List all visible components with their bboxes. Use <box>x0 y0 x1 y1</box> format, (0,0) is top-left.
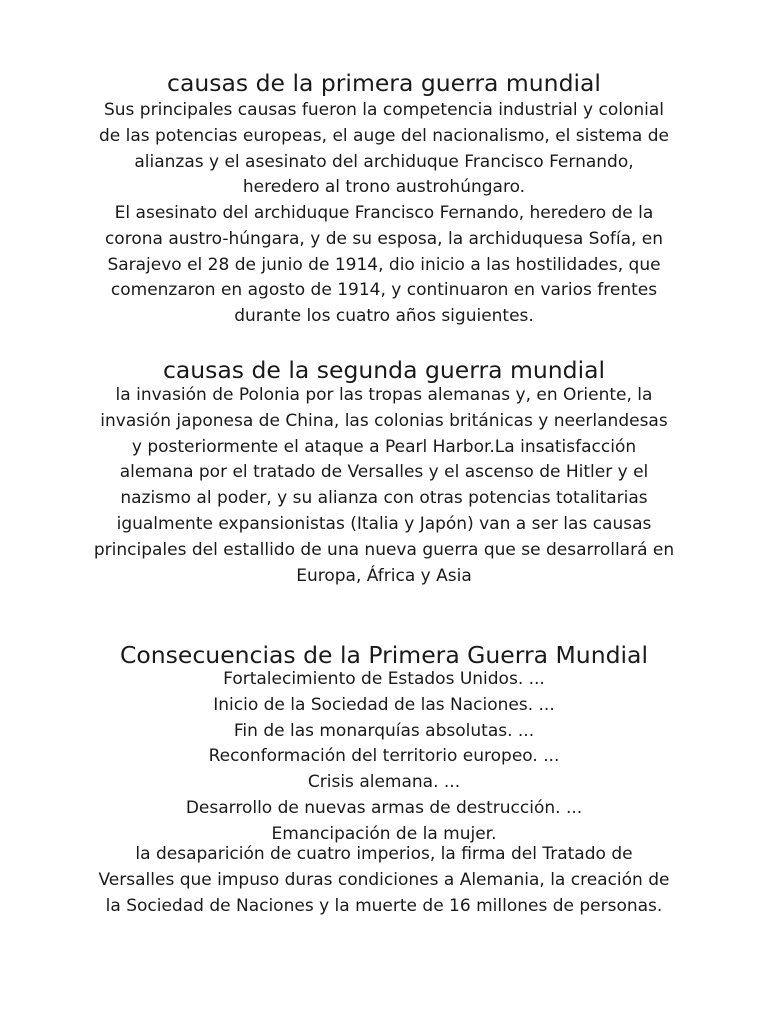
text-line: Sus principales causas fueron la competencia industrial y colonial <box>103 100 665 120</box>
consequences-list <box>60 667 708 848</box>
text-line: Sarajevo el 28 de junio de 1914, dio inicio a las hostilidades, que <box>107 254 661 275</box>
text-line: la Sociedad de Naciones y la muerte de 16 millones de personas. <box>105 895 663 916</box>
text-line: durante los cuatro años siguientes. <box>234 306 534 327</box>
list-item: Inicio de la Sociedad de las Naciones. ... <box>213 694 555 715</box>
list-item: Reconformación del territorio europeo. ... <box>208 746 560 767</box>
text-line: invasión japonesa de China, las colonias británicas y neerlandesas <box>100 410 668 431</box>
text-line: nazismo al poder, y su alianza con otras potencias totalitarias <box>120 488 648 509</box>
list-item: Fortalecimiento de Estados Unidos. ... <box>223 669 545 689</box>
list-item: Desarrollo de nuevas armas de destrucción. ... <box>185 797 583 818</box>
text-line: heredero al trono austrohúngaro. <box>242 177 526 198</box>
text-line: de las potencias europeas, el auge del nacionalismo, el sistema de <box>99 125 669 146</box>
text-line: y posteriormente el ataque a Pearl Harbor.La insatisfacción <box>131 436 637 457</box>
text-line: alianzas y el asesinato del archiduque Francisco Fernando, <box>134 151 634 172</box>
text-line: comenzaron en agosto de 1914, y continuaron en varios frentes <box>110 280 658 301</box>
section1-paragraph-1 <box>60 98 708 201</box>
section1-title: causas de la primera guerra mundial <box>167 69 601 97</box>
section2-title: causas de la segunda guerra mundial <box>162 356 606 384</box>
text-line: El asesinato del archiduque Francisco Fernando, heredero de la <box>114 203 654 223</box>
text-line: alemana por el tratado de Versalles y el ascenso de Hitler y el <box>119 462 649 483</box>
section3-title: Consecuencias de la Primera Guerra Mundial <box>120 641 648 669</box>
list-item: Fin de las monarquías absolutas. ... <box>233 720 535 741</box>
text-line: la desaparición de cuatro imperios, la firma del Tratado de <box>135 844 633 864</box>
section1-paragraph-2 <box>60 201 708 330</box>
text-line: la invasión de Polonia por las tropas alemanas y, en Oriente, la <box>115 385 653 405</box>
text-line: igualmente expansionistas (Italia y Japón) van a ser las causas <box>116 513 652 534</box>
section2-paragraph <box>60 383 708 589</box>
list-item: Crisis alemana. ... <box>307 772 461 793</box>
text-line: Versalles que impuso duras condiciones a Alemania, la creación de <box>98 869 670 890</box>
list-item: Emancipación de la mujer. <box>271 823 497 844</box>
text-line: Europa, África y Asia <box>296 565 472 586</box>
section3-paragraph <box>60 842 708 919</box>
text-line: principales del estallido de una nueva guerra que se desarrollará en <box>93 539 675 560</box>
text-line: corona austro-húngara, y de su esposa, la archiduquesa Sofía, en <box>104 228 664 249</box>
